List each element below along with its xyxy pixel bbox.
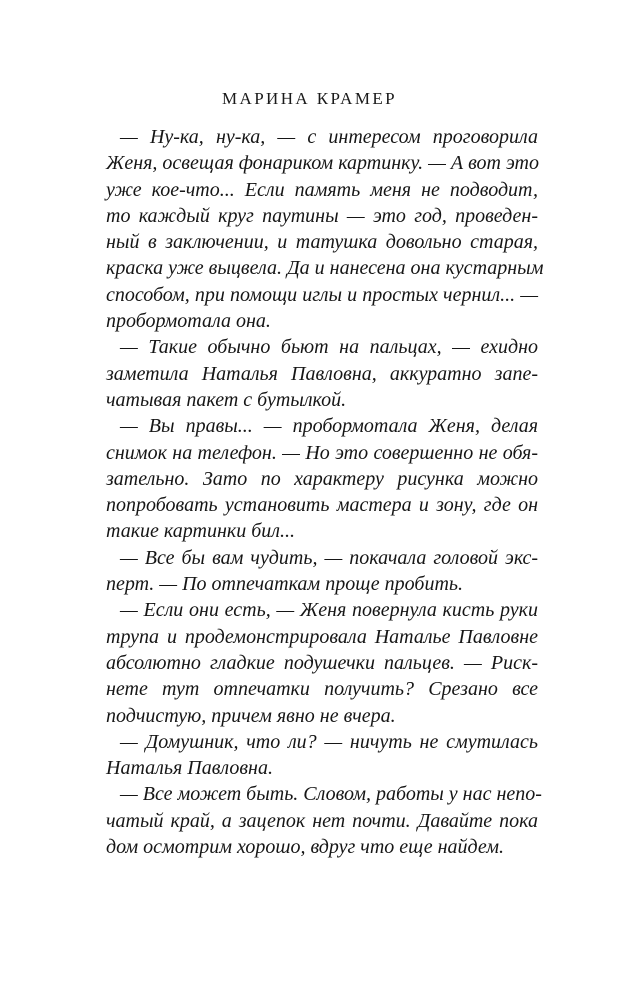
text-line: нете тут отпечатки получить? Срезано все [106,678,538,701]
text-line: — Ну-ка, ну-ка, — с интересом проговорила [120,126,538,148]
text-line: заметила Наталья Павловна, аккуратно запе- [106,362,538,385]
text-line: снимок на телефон. — Но это совершенно не обя- [106,441,538,464]
text-line: зательно. Зато по характеру рисунка можно [106,467,538,490]
text-line: способом, при помощи иглы и простых чернил... — [106,283,538,306]
text-line: — Такие обычно бьют на пальцах, — ехидно [120,336,538,359]
text-line: — Домушник, что ли? — ничуть не смутилась [120,730,538,753]
text-line: попробовать установить мастера и зону, где он [106,494,538,517]
text-line: трупа и продемонстрировала Наталье Павловне [106,625,538,648]
text-line: Наталья Павловна. [106,757,273,780]
text-line: такие картинки бил... [106,520,296,543]
text-line: дом осмотрим хорошо, вдруг что еще найдем. [106,836,505,859]
text-line: ный в заключении, и татушка довольно старая, [106,231,538,254]
text-line: — Вы правы... — пробормотала Женя, делая [120,415,538,438]
text-line: уже кое-что... Если память меня не подводит, [106,178,538,201]
text-line: то каждый круг паутины — это год, проведен- [106,204,538,227]
text-line: — Если они есть, — Женя повернула кисть руки [120,599,538,622]
text-line: чатывая пакет с бутылкой. [106,388,347,411]
text-line: абсолютно гладкие подушечки пальцев. — Риск- [106,651,538,674]
running-head-author: МАРИНА КРАМЕР [222,89,397,108]
text-line: пробормотала она. [106,310,271,333]
text-line: Женя, освещая фонариком картинку. — А вот это [106,152,539,175]
text-line: — Все может быть. Словом, работы у нас непо- [120,783,542,806]
text-line: краска уже выцвела. Да и нанесена она кустарным [106,257,544,280]
text-line: подчистую, причем явно не вчера. [106,704,396,727]
text-line: перт. — По отпечаткам проще пробить. [106,573,464,596]
text-line: чатый край, а зацепок нет почти. Давайте пока [106,809,538,832]
text-line: — Все бы вам чудить, — покачала головой экс- [120,546,538,569]
body-text [106,124,544,860]
